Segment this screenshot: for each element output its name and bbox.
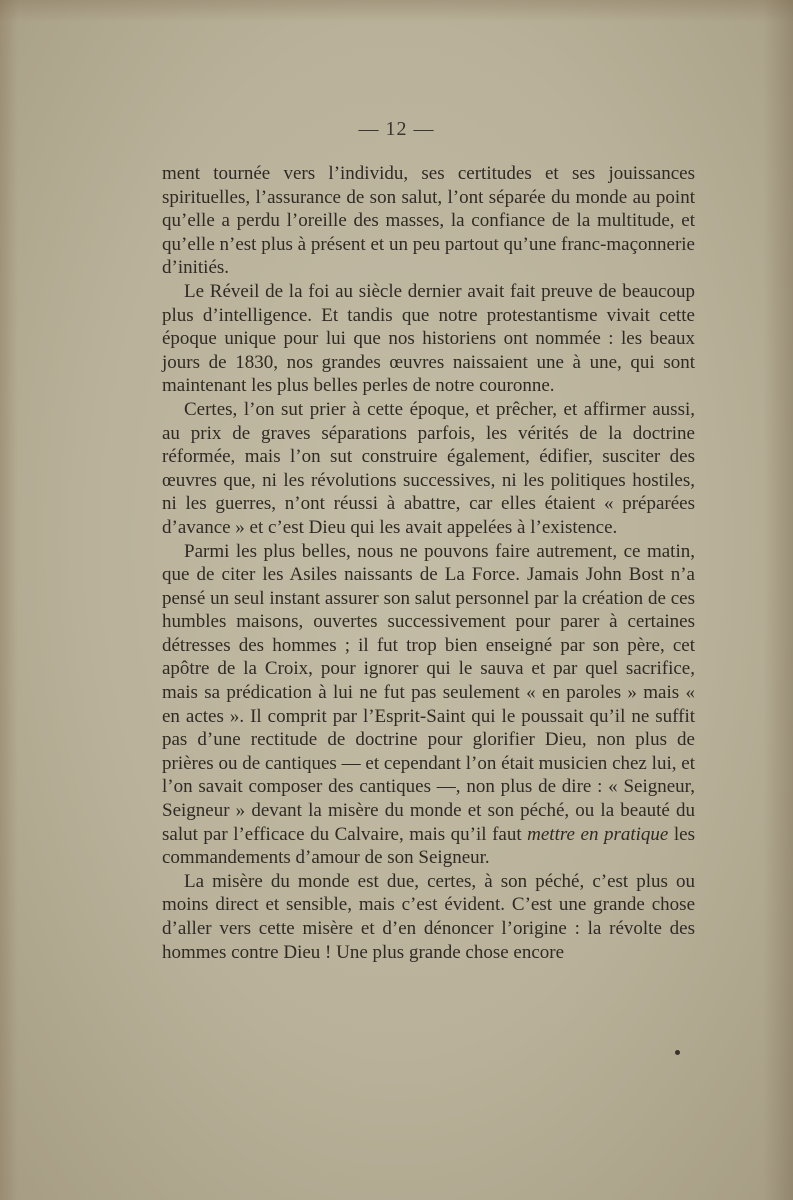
paragraph-text: Parmi les plus belles, nous ne pouvons faire autrement, ce matin, que de citer les Asiles naissants de La Force. Jamais John Bost n’a pensé un seul instant assurer son salut personnel par la création de ces humbles maisons, ouvertes successivement pour parer à certaines détresses des hommes ; il fut trop bien enseigné par son père, cet apôtre de la Croix, pour ignorer qui le sauva et par quel sacrifice, mais sa prédication à lui ne fut pas seulement « en paroles » mais « en actes ». Il comprit par l’Esprit-Saint qui le poussait qu’il ne suffit pas d’une rectitude de doctrine pour glorifier Dieu, non plus de prières ou de cantiques — et cependant l’on était musicien chez lui, et l’on savait composer des cantiques —, non plus de dire : « Seigneur, Seigneur » devant la misère du monde et son péché, ou la beauté du salut par l’efficace du Calvaire, mais qu’il faut: [162, 540, 695, 845]
page-number: — 12 —: [358, 118, 435, 140]
body-text: [162, 162, 695, 964]
paragraph-3: [162, 398, 695, 540]
page-edge-right: [763, 0, 793, 1200]
paragraph-text: Certes, l’on sut prier à cette époque, et prêcher, et affirmer aussi, au prix de graves séparations parfois, les vérités de la doctrine réformée, mais l’on sut construire également, édifier, susciter des œuvres que, ni les révolutions successives, ni les politiques hostiles, ni les guerres, n’ont réussi à abattre, car elles étaient « préparées d’avance » et c’est Dieu qui les avait appelées à l’existence.: [162, 398, 695, 538]
paragraph-2: [162, 280, 695, 398]
ink-speck: [675, 1050, 680, 1055]
emphasis-text: mettre en pratique: [527, 823, 669, 845]
paragraph-text: Le Réveil de la foi au siècle dernier avait fait preuve de beaucoup plus d’intelligence. Et tandis que notre protestantisme vivait cette époque unique pour lui que nos historiens ont nommée : les beaux jours de 1830, nos grandes œuvres naissaient une à une, qui sont maintenant les plus belles perles de notre couronne.: [162, 280, 695, 397]
paragraph-5: [162, 870, 695, 964]
paragraph-text: La misère du monde est due, certes, à son péché, c’est plus ou moins direct et sensible, mais c’est évident. C’est une grande chose d’aller vers cette misère et d’en dénoncer l’origine : la révolte des hommes contre Dieu ! Une plus grande chose encore: [162, 870, 695, 963]
page-edge-top: [0, 0, 793, 22]
paragraph-4: [162, 540, 695, 870]
paragraph-text: ment tournée vers l’individu, ses certitudes et ses jouissances spirituelles, l’assurance de son salut, l’ont séparée du monde au point qu’elle a perdu l’oreille des masses, la confiance de la multitude, et qu’elle n’est plus à présent et un peu partout qu’une franc-maçonnerie d’initiés.: [162, 163, 695, 279]
paragraph-1: [162, 162, 695, 280]
paragraph-text: les commandements d’amour de son Seigneur.: [162, 823, 696, 869]
page-edge-left: [0, 0, 18, 1200]
